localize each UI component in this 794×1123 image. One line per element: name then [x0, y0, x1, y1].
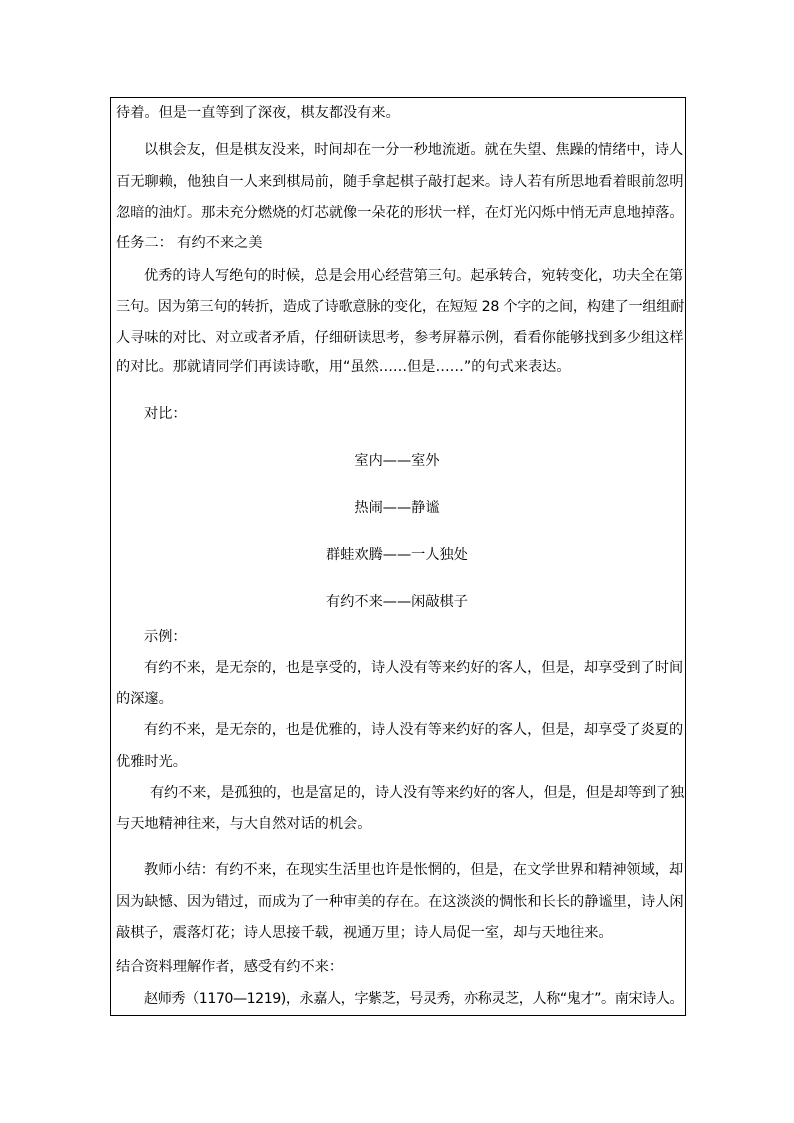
example-line: 与天地精神往来，与大自然对话的机会。 [116, 816, 372, 832]
example-line: 有约不来，是孤独的，也是富足的，诗人没有等来约好的客人，但是，但是却等到了独 [150, 785, 684, 801]
paragraph-line: 的对比。那就请同学们再读诗歌，用“虽然……但是……”的句式来表达。 [116, 359, 571, 375]
paragraph-line: 百无聊赖，他独自一人来到棋局前，随手拿起棋子敲打起来。诗人若有所思地看着眼前忽明 [116, 174, 684, 190]
contrast-pair: 群蛙欢腾——一人独处 [326, 547, 468, 563]
summary-line: 因为缺憾、因为错过，而成为了一种审美的存在。在这淡淡的惆怅和长长的静谧里，诗人闲 [116, 894, 684, 910]
paragraph-line: 三句。因为第三句的转折，造成了诗歌意脉的变化，在短短 28 个字的之间，构建了一组组耐 [116, 299, 685, 315]
paragraph-line: 人寻味的对比、对立或者矛盾，仔细研读思考，参考屏幕示例，看看你能够找到多少组这样 [116, 330, 684, 346]
contrast-label: 对比： [144, 406, 187, 422]
example-line: 的深邃。 [116, 691, 173, 707]
paragraph-line: 以棋会友，但是棋友没来，时间却在一分一秒地流逝。就在失望、焦躁的情绪中，诗人 [144, 142, 684, 158]
contrast-pair: 热闹——静谧 [354, 500, 440, 516]
summary-line: 教师小结：有约不来，在现实生活里也许是怅惘的，但是，在文学世界和精神领域，却 [144, 862, 684, 878]
example-label: 示例： [144, 629, 187, 645]
task-heading: 任务二： 有约不来之美 [116, 235, 263, 251]
text-line: 待着。但是一直等到了深夜，棋友都没有来。 [116, 105, 400, 121]
contrast-pair: 有约不来——闲敲棋子 [326, 594, 468, 610]
contrast-pair: 室内——室外 [354, 453, 440, 469]
summary-line: 敲棋子，震落灯花；诗人思接千载，视通万里；诗人局促一室，却与天地往来。 [116, 925, 613, 941]
paragraph-line: 优秀的诗人写绝句的时候，总是会用心经营第三句。起承转合，宛转变化，功夫全在第 [144, 268, 684, 284]
example-line: 有约不来，是无奈的，也是优雅的，诗人没有等来约好的客人，但是，却享受了炎夏的 [144, 722, 684, 738]
author-bio-line: 赵师秀（1170—1219)，永嘉人，字紫芝，号灵秀，亦称灵芝，人称“鬼才”。南宋诗人。 [144, 991, 684, 1007]
paragraph-line: 忽暗的油灯。那未充分燃烧的灯芯就像一朵花的形状一样，在灯光闪烁中悄无声息地掉落。 [116, 205, 684, 221]
example-line: 有约不来，是无奈的，也是享受的，诗人没有等来约好的客人，但是，却享受到了时间 [144, 660, 684, 676]
example-line: 优雅时光。 [116, 754, 187, 770]
section-heading: 结合资料理解作者，感受有约不来： [116, 959, 344, 975]
